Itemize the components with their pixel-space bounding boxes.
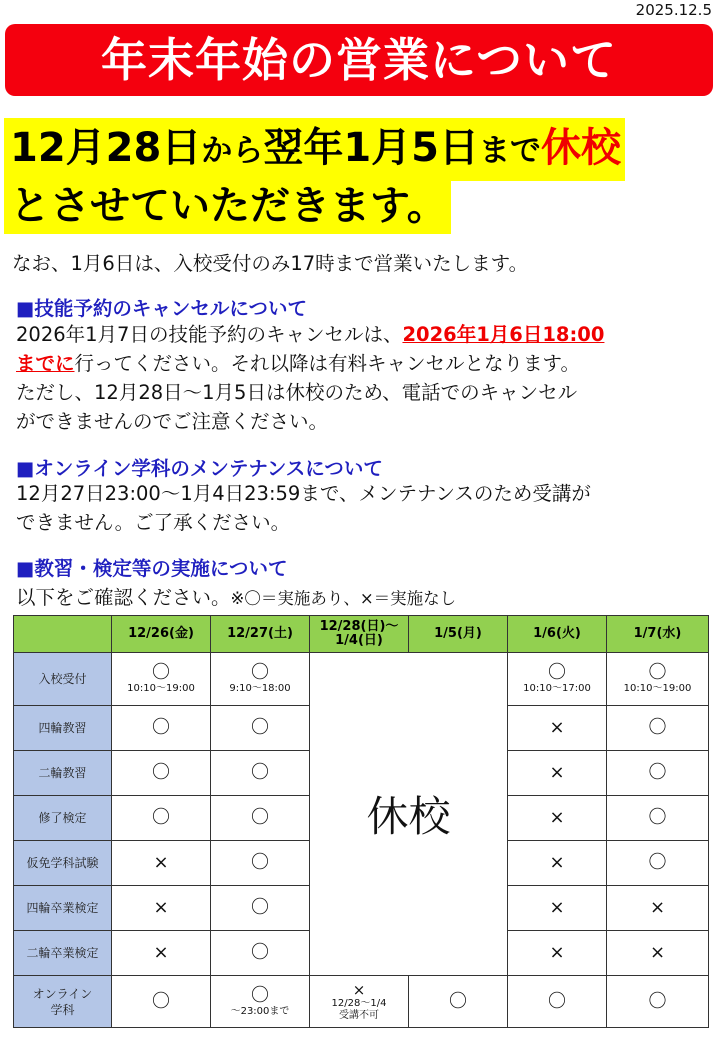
table-cell: 〇	[409, 976, 508, 1028]
table-cell: 〇	[211, 796, 310, 841]
cell-time: 受講不可	[339, 1009, 379, 1021]
cancel-line-2	[16, 349, 604, 378]
header-date: 12/27(土)	[211, 616, 310, 653]
issue-date: 2025.12.5	[635, 1, 712, 19]
schedule-heading: ■教習・検定等の実施について	[16, 557, 288, 580]
row-label: 仮免学科試験	[14, 841, 112, 886]
table-cell: ×	[508, 796, 607, 841]
table-cell	[211, 976, 310, 1028]
online-line-1: 12月27日23:00～1月4日23:59まで、メンテナンスのため受講が	[16, 482, 591, 505]
table-cell: 〇	[112, 796, 211, 841]
row-label: 四輪卒業検定	[14, 886, 112, 931]
row-label	[14, 976, 112, 1028]
table-cell: 〇	[211, 841, 310, 886]
headline-line-2: とさせていただきます。	[4, 176, 451, 234]
cell-time: 10:10～19:00	[127, 683, 195, 694]
table-cell: ×	[508, 751, 607, 796]
table-cell: ×	[508, 931, 607, 976]
row-label: 修了検定	[14, 796, 112, 841]
table-cell: 〇	[211, 706, 310, 751]
header-date: 12/26(金)	[112, 616, 211, 653]
header-date: 1/7(水)	[607, 616, 709, 653]
row-label-line: オンライン	[32, 986, 93, 1001]
cell-mark: 〇	[648, 662, 667, 683]
table-cell: 〇	[211, 751, 310, 796]
cancel-deadline-suffix: までに	[16, 352, 75, 375]
header-date: 1/6(火)	[508, 616, 607, 653]
cell-time: 10:10～17:00	[523, 683, 591, 694]
row-label-line: 学科	[50, 1002, 75, 1017]
headline-until: まで	[479, 133, 541, 169]
cell-time: 9:10～18:00	[229, 683, 291, 694]
table-cell: ×	[508, 886, 607, 931]
cell-mark: ×	[352, 980, 366, 999]
table-row	[14, 976, 709, 1028]
cell-mark: 〇	[251, 984, 269, 1006]
table-row	[14, 653, 709, 706]
table-cell: 〇	[508, 976, 607, 1028]
closed-cell: 休校	[310, 653, 508, 976]
table-cell: ×	[112, 886, 211, 931]
header-date	[310, 616, 409, 653]
online-line-2: できません。ご了承ください。	[16, 511, 291, 534]
cell-mark: 〇	[152, 662, 170, 683]
online-paragraph	[16, 479, 591, 537]
table-cell: 〇	[211, 886, 310, 931]
table-cell: 〇	[607, 796, 709, 841]
cancel-line-1-text: 2026年1月7日の技能予約のキャンセルは、	[16, 323, 403, 346]
table-cell	[508, 653, 607, 706]
header-blank	[14, 616, 112, 653]
table-cell: 〇	[112, 976, 211, 1028]
schedule-subtext	[16, 582, 456, 610]
cancel-line-1	[16, 320, 604, 349]
headline-from: から	[201, 133, 264, 169]
cancel-line-3: ただし、12月28日～1月5日は休校のため、電話でのキャンセル	[16, 381, 578, 404]
cell-time: ～23:00まで	[230, 1005, 290, 1017]
table-cell: ×	[112, 841, 211, 886]
schedule-legend: ※〇＝実施あり、×＝実施なし	[230, 589, 457, 608]
row-label: 二輪教習	[14, 751, 112, 796]
header-date: 1/5(月)	[409, 616, 508, 653]
cell-time: 10:10～19:00	[623, 683, 692, 694]
table-cell: 〇	[607, 751, 709, 796]
row-label: 二輪卒業検定	[14, 931, 112, 976]
cell-mark: 〇	[548, 662, 566, 683]
table-cell	[310, 976, 409, 1028]
table-cell: ×	[607, 886, 709, 931]
table-cell: ×	[607, 931, 709, 976]
table-cell	[607, 653, 709, 706]
headline-date-start: 12月28日	[10, 125, 202, 171]
table-cell	[112, 653, 211, 706]
headline-line-1	[4, 118, 625, 181]
cancel-heading: ■技能予約のキャンセルについて	[16, 297, 308, 320]
page-title: 年末年始の営業について	[5, 24, 713, 96]
row-label: 入校受付	[14, 653, 112, 706]
row-label: 四輪教習	[14, 706, 112, 751]
table-cell: 〇	[211, 931, 310, 976]
headline-closed: 休校	[541, 125, 621, 171]
table-cell: 〇	[607, 841, 709, 886]
table-cell	[211, 653, 310, 706]
schedule-instruction: 以下をご確認ください。	[16, 586, 231, 609]
table-cell: 〇	[112, 751, 211, 796]
cancel-line-2-text: 行ってください。それ以降は有料キャンセルとなります。	[74, 352, 580, 375]
cancel-line-4: ができませんのでご注意ください。	[16, 410, 329, 433]
cell-mark: 〇	[251, 662, 269, 683]
note-text: なお、1月6日は、入校受付のみ17時まで営業いたします。	[12, 252, 529, 275]
table-cell: ×	[112, 931, 211, 976]
header-date-line: 12/28(日)～	[319, 619, 399, 634]
table-cell: 〇	[607, 706, 709, 751]
table-cell: ×	[508, 706, 607, 751]
cancel-paragraph	[16, 320, 604, 436]
table-cell: 〇	[607, 976, 709, 1028]
cancel-deadline: 2026年1月6日18:00	[402, 323, 605, 346]
cell-time: 12/28～1/4	[331, 997, 387, 1009]
headline-date-end: 翌年1月5日	[263, 125, 479, 171]
table-cell: 〇	[112, 706, 211, 751]
header-date-line: 1/4(日)	[335, 633, 383, 648]
table-header-row	[14, 616, 709, 653]
table-cell: ×	[508, 841, 607, 886]
schedule-table	[13, 615, 709, 1028]
online-heading: ■オンライン学科のメンテナンスについて	[16, 457, 383, 480]
